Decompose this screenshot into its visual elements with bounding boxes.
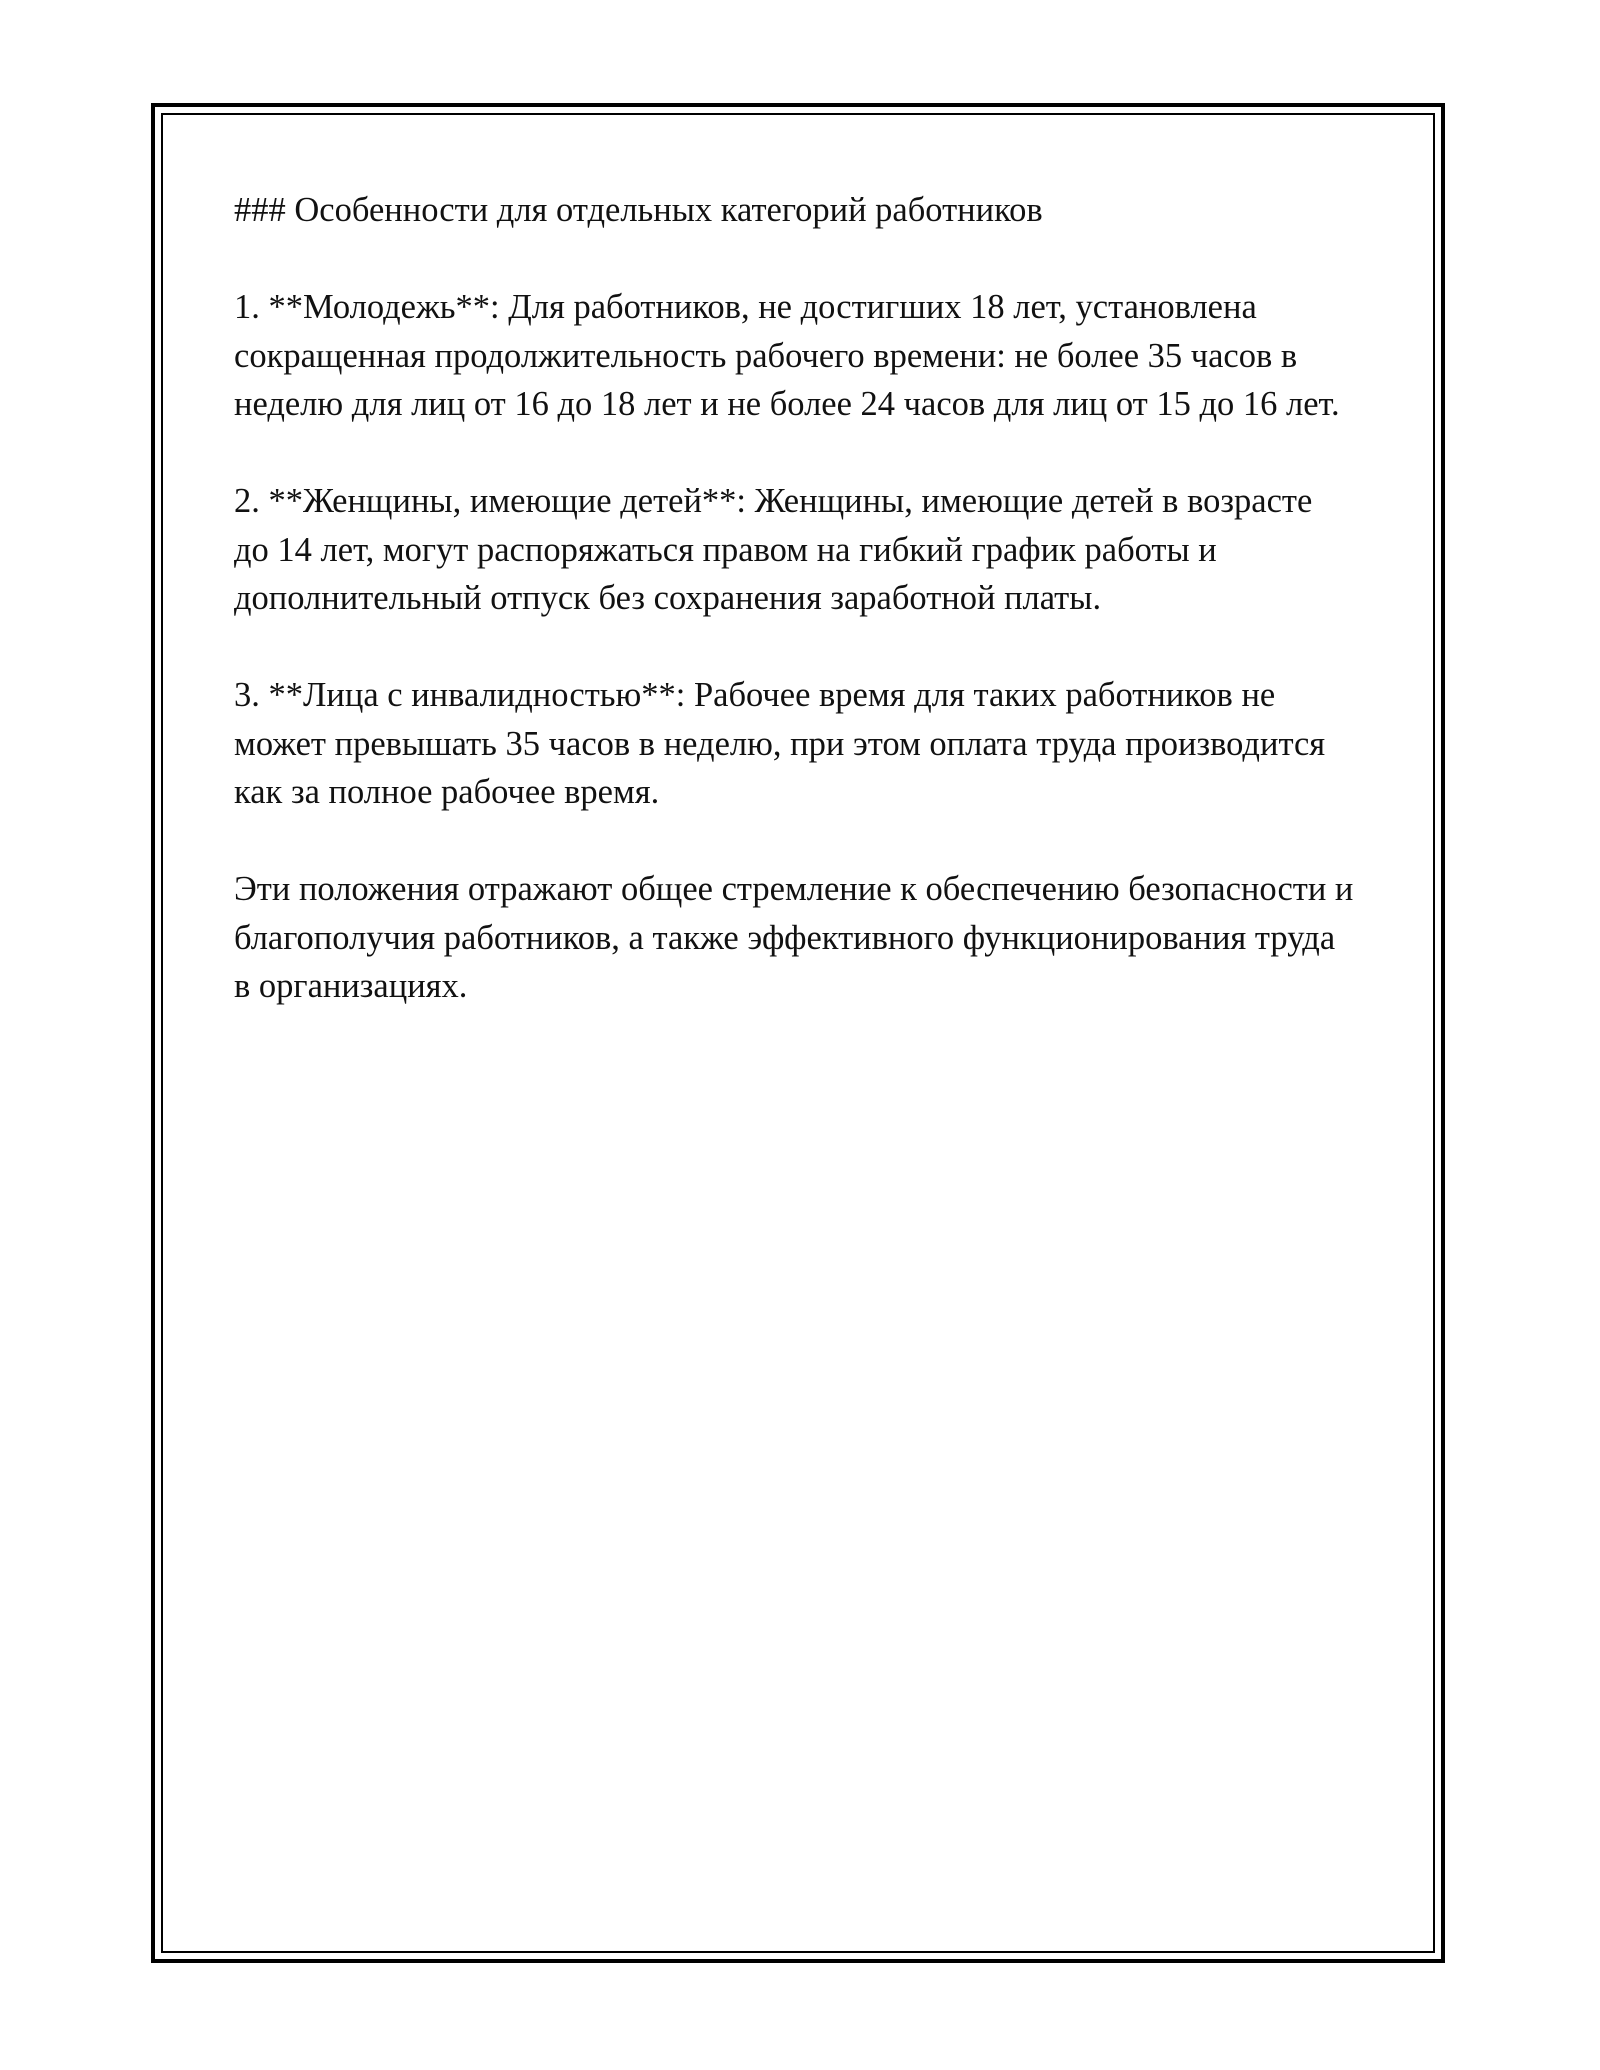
paragraph-youth: 1. **Молодежь**: Для работников, не достигших 18 лет, установлена сокращенная продолжительность рабочего времени: не более 35 часов в неделю для лиц от 16 до 18 лет и не более 24 часов для лиц от 15 до 16 лет.: [234, 288, 1340, 423]
paragraph-conclusion: Эти положения отражают общее стремление к обеспечению безопасности и благополучия работников, а также эффективного функционирования труда в организациях.: [234, 870, 1354, 1005]
document-body: [234, 186, 1354, 1059]
paragraph-disabled-persons: 3. **Лица с инвалидностью**: Рабочее время для таких работников не может превышать 35 часов в неделю, при этом оплата труда производится как за полное рабочее время.: [234, 676, 1326, 811]
section-heading: ### Особенности для отдельных категорий работников: [234, 191, 1043, 229]
paragraph-women-with-children: 2. **Женщины, имеющие детей**: Женщины, имеющие детей в возрасте до 14 лет, могут распоряжаться правом на гибкий график работы и дополнительный отпуск без сохранения заработной платы.: [234, 482, 1313, 617]
